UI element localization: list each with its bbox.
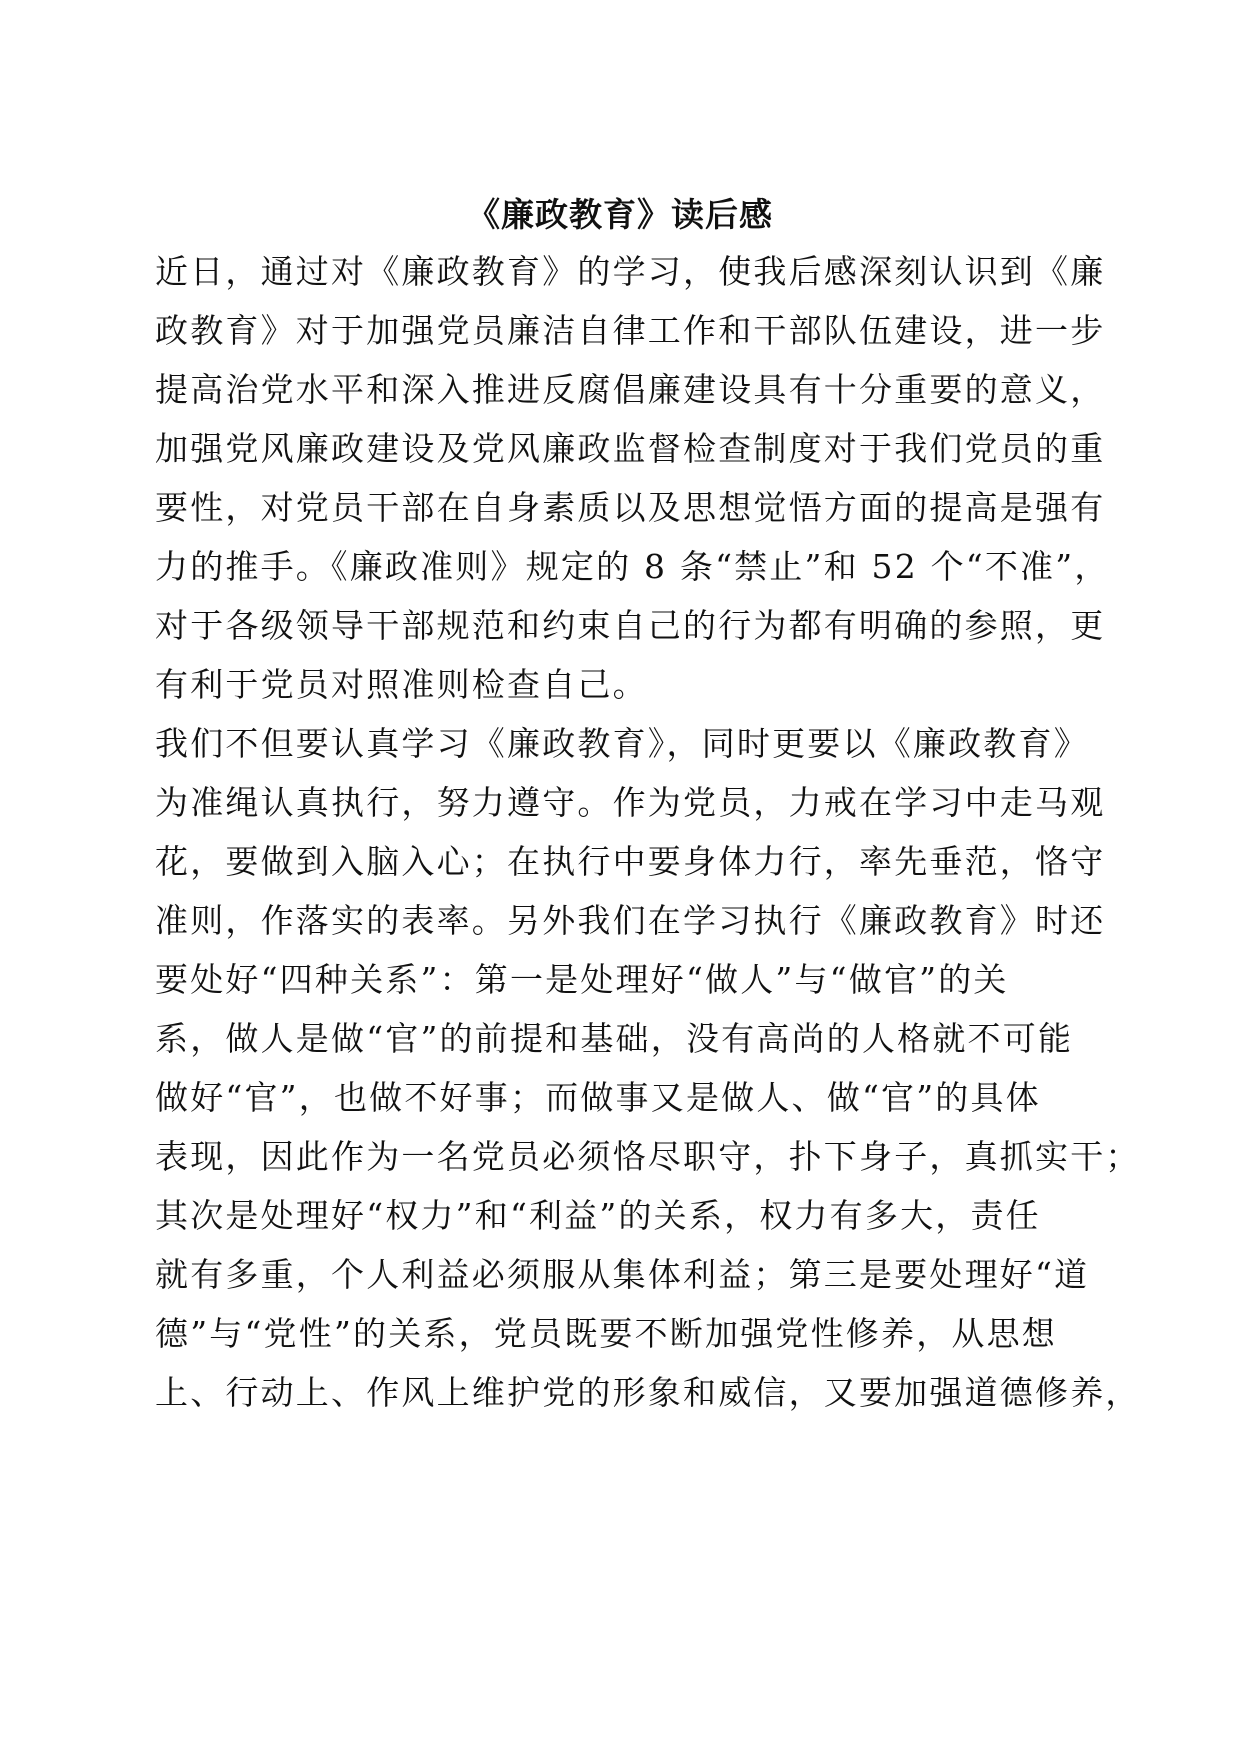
paragraph-line: 花，要做到入脑入心；在执行中要身体力行，率先垂范，恪守 bbox=[155, 842, 1106, 881]
paragraph-line: 表现，因此作为一名党员必须恪尽职守，扑下身子，真抓实干； bbox=[155, 1137, 1141, 1176]
paragraph-line: 上、行动上、作风上维护党的形象和威信，又要加强道德修养， bbox=[155, 1373, 1141, 1412]
paragraph-line: 做好“官”，也做不好事；而做事又是做人、做“官”的具体 bbox=[155, 1078, 1041, 1117]
paragraph-line: 为准绳认真执行，努力遵守。作为党员，力戒在学习中走马观 bbox=[155, 783, 1106, 822]
paragraph-line: 准则，作落实的表率。另外我们在学习执行《廉政教育》时还 bbox=[155, 901, 1106, 940]
paragraph-line: 要性，对党员干部在自身素质以及思想觉悟方面的提高是强有 bbox=[155, 488, 1106, 527]
paragraph-line: 系，做人是做“官”的前提和基础，没有高尚的人格就不可能 bbox=[155, 1019, 1074, 1058]
document-title: 《廉政教育》读后感 bbox=[467, 195, 773, 234]
paragraph-line: 我们不但要认真学习《廉政教育》，同时更要以《廉政教育》 bbox=[155, 724, 1089, 763]
paragraph-line: 德”与“党性”的关系，党员既要不断加强党性修养，从思想 bbox=[155, 1314, 1058, 1353]
paragraph-line: 有利于党员对照准则检查自己。 bbox=[155, 665, 648, 704]
paragraph-line: 加强党风廉政建设及党风廉政监督检查制度对于我们党员的重 bbox=[155, 429, 1106, 468]
paragraph-line: 要处好“四种关系”：第一是处理好“做人”与“做官”的关 bbox=[155, 960, 1009, 999]
paragraph-line: 力的推手。《廉政准则》规定的 8 条“禁止”和 52 个“不准”， bbox=[155, 547, 1110, 586]
paragraph-line: 政教育》对于加强党员廉洁自律工作和干部队伍建设，进一步 bbox=[155, 311, 1106, 350]
paragraph-line: 提高治党水平和深入推进反腐倡廉建设具有十分重要的意义， bbox=[155, 370, 1106, 409]
paragraph-line: 其次是处理好“权力”和“利益”的关系，权力有多大，责任 bbox=[155, 1196, 1041, 1235]
paragraph-line: 就有多重，个人利益必须服从集体利益；第三是要处理好“道 bbox=[155, 1255, 1090, 1294]
paragraph-line: 对于各级领导干部规范和约束自己的行为都有明确的参照，更 bbox=[155, 606, 1106, 645]
paragraph-line: 近日，通过对《廉政教育》的学习，使我后感深刻认识到《廉 bbox=[155, 252, 1106, 291]
